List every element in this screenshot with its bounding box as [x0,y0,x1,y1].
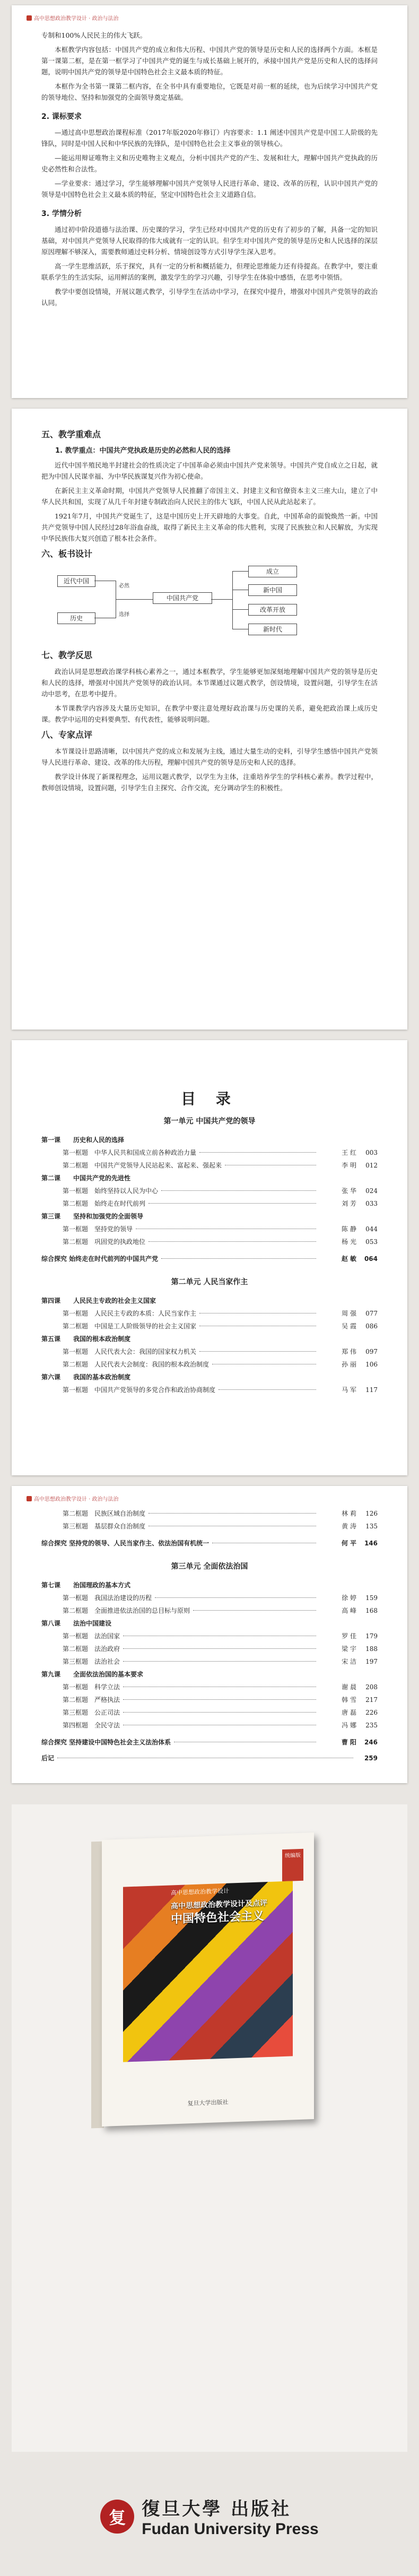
paragraph: 政治认同是思想政治课学科核心素养之一，通过本框教学，学生能够更加深刻地理解中国共产党的领导是历史和人民的选择，增强对中国共产党领导的政治认同。本节课通过议题式教学，创设情境，设置问题，引导学生在活动中思考，在思考中提升。 [41,668,378,698]
cover-series: 高中思想政治教学设计 [171,1887,229,1897]
paragraph: 本框教学内容包括：中国共产党的成立和伟大历程、中国共产党的领导是历史和人民的选择两个方面。本框是第一课第二框，是在第一框学习了中国共产党的诞生与成长基础上展开的，承接中国共产党是历史和人民的选择问题，说明中国共产党的领导是中国特色社会主义最本质的特征。 [41,46,378,76]
toc-entry[interactable]: 第一框题 人民民主专政的本质：人民当家作主 周 强 077 [63,1310,378,1317]
paragraph: 高一学生思维活跃，乐于探究，具有一定的分析和概括能力，但理论思维能力还有待提高。在教学中，要注重联系学生的生活实际，运用鲜活的案例，激发学生的学习兴趣，引导学生在体验中感悟，在思考中领悟。 [41,262,378,281]
toc-entry[interactable]: 第二框题 严格执法 韩 雪 217 [63,1696,378,1704]
paragraph: —通过高中思想政治课程标准（2017年版2020年修订）内容要求：1.1 阐述中国共产党是中国工人阶级的先锋队，同时是中国人民和中华民族的先锋队，是中国特色社会主义事业的领导核心。 [41,128,378,148]
paragraph: —学业要求：通过学习，学生能够理解中国共产党领导人民进行革命、建设、改革的历程，认识中国共产党的领导是中国特色社会主义最本质的特征，坚定中国特色社会主义道路自信。 [41,179,378,198]
section-heading: 3. 学情分析 [41,210,82,218]
toc-content [41,1051,378,1396]
page-2-content [41,425,378,797]
diagram-box: 历史 [57,612,95,624]
diagram-box: 成立 [248,566,297,577]
toc-entry[interactable]: 第一框题 中华人民共和国成立前各种政治力量 王 红 003 [63,1149,378,1156]
toc-unit-heading: 第二单元 人民当家作主 [171,1278,248,1286]
diagram-line [232,571,233,629]
diagram-box: 改革开放 [248,604,297,616]
toc-entry[interactable]: 第一框题 坚持党的领导 陈 静 044 [63,1225,378,1233]
section-heading: 五、教学重难点 [41,429,101,439]
toc-lesson[interactable]: 第八课 法治中国建设 [41,1620,112,1627]
diagram-line [116,599,153,600]
section-heading: 七、教学反思 [41,650,93,660]
toc-entry[interactable]: 第三框题 法治社会 宋 洁 197 [63,1658,378,1665]
edition-badge: 统编版 [282,1849,303,1881]
toc-entry[interactable]: 第一框题 中国共产党领导的多党合作和政治协商制度 马 军 117 [63,1386,378,1394]
diagram-label: 选择 [119,612,129,618]
toc-entry[interactable]: 第四框题 全民守法 冯 娜 235 [63,1722,378,1729]
page-toc-2 [12,1486,407,1783]
toc-lesson[interactable]: 第九课 全面依法治国的基本要求 [41,1671,144,1678]
toc-postscript[interactable]: 后记 259 [41,1754,378,1762]
paragraph: 通过初中阶段道德与法治课、历史课的学习，学生已经对中国共产党的历史有了初步的了解，具备一定的知识基础，对中国共产党领导人民取得的伟大成就有一定的认识。但学生对中国共产党的领导是历史和人民选择的深层原因理解不够深入，需要教师通过史料分析、情境创设等方式引导学生深入思考。 [41,226,378,256]
logo-mark-icon [27,1496,32,1501]
toc-lesson[interactable]: 第一课 历史和人民的选择 [41,1136,125,1144]
diagram-box: 新中国 [248,584,297,596]
paragraph: 教学设计体现了新课程理念，运用议题式教学，以学生为主体，注重培养学生的学科核心素养。教学过程中，教师创设情境，设置问题，引导学生自主探究、合作交流，充分调动学生的积极性。 [41,773,378,792]
diagram-box: 中国共产党 [153,592,212,604]
toc-lesson[interactable]: 第五课 我国的根本政治制度 [41,1335,131,1343]
publisher-name-en: Fudan University Press [142,2520,319,2538]
paragraph: 本节课设计思路清晰，以中国共产党的成立和发展为主线，通过大量生动的史料，引导学生感悟中国共产党领导人民进行革命、建设、改革的伟大历程，理解中国共产党的领导是历史和人民的选择。 [41,747,378,766]
toc-entry[interactable]: 第三框题 基层群众自治制度 黄 涛 135 [63,1523,378,1530]
diagram-box: 新时代 [248,624,297,635]
toc-entry[interactable]: 第一框题 我国法治建设的历程 徐 婷 159 [63,1594,378,1602]
paragraph: 教学中要创设情境，开展议题式教学，引导学生在活动中学习，在探究中提升，增强对中国共产党领导的政治认同。 [41,288,378,307]
board-diagram [41,565,378,644]
running-head: 高中思想政治教学设计 · 政治与法治 [27,1494,119,1502]
page-1 [12,5,407,398]
toc-lesson[interactable]: 第三课 坚持和加强党的全面领导 [41,1213,144,1220]
toc-inquiry[interactable]: 综合探究 坚持党的领导、人民当家作主、依法治国有机统一 何 平 146 [41,1540,378,1547]
toc-entry[interactable]: 第二框题 民族区域自治制度 林 莉 126 [63,1510,378,1517]
paragraph: 专制和100%人民民主的伟大飞跃。 [41,31,147,39]
toc-unit-heading: 第三单元 全面依法治国 [171,1562,248,1571]
toc-unit-heading: 第一单元 中国共产党的领导 [163,1117,256,1126]
toc-inquiry[interactable]: 综合探究 始终走在时代前列的中国共产党 赵 敏 064 [41,1255,378,1263]
logo-mark-icon [27,15,32,21]
diagram-box: 近代中国 [57,575,95,587]
toc-title: 目 录 [181,1090,238,1108]
publisher-footer [0,2494,419,2538]
toc-lesson[interactable]: 第四课 人民民主专政的社会主义国家 [41,1297,156,1304]
toc-entry[interactable]: 第二框题 始终走在时代前列 刘 芳 033 [63,1200,378,1207]
diagram-line [211,599,232,600]
paragraph: 在新民主主义革命时期，中国共产党领导人民推翻了帝国主义、封建主义和官僚资本主义三座大山，建立了中华人民共和国，实现了从几千年封建专制政治向人民民主的伟大飞跃，中国人民从此站起来了。 [41,487,378,506]
diagram-label: 必然 [119,583,129,589]
toc2-content [41,1507,378,1765]
diagram-line [232,609,248,610]
toc-entry[interactable]: 第三框题 公正司法 唐 磊 226 [63,1709,378,1716]
toc-lesson[interactable]: 第六课 我国的基本政治制度 [41,1373,131,1381]
page-1-content [41,30,378,312]
toc-entry[interactable]: 第二框题 巩固党的执政地位 杨 光 053 [63,1238,378,1246]
cover-title: 高中思想政治教学设计及点评 中国特色社会主义 [171,1899,267,1926]
section-heading: 八、专家点评 [41,730,93,740]
page-2 [12,409,407,1030]
paragraph: 本框作为全书第一课第二框内容，在全书中具有重要地位，它既是对前一框的延续，也为后续学习中国共产党的领导地位、坚持和加强党的全面领导奠定基础。 [41,82,378,101]
publisher-name-cn: 復旦大學 出版社 [142,2499,292,2520]
paragraph: 近代中国半殖民地半封建社会的性质决定了中国革命必须由中国共产党来领导。中国共产党自成立之日起，就把为中国人民谋幸福、为中华民族谋复兴作为初心使命。 [41,461,378,480]
toc-lesson[interactable]: 第二课 中国共产党的先进性 [41,1174,131,1182]
toc-entry[interactable]: 第二框题 中国是工人阶级领导的社会主义国家 吴 霞 086 [63,1322,378,1330]
book-cover [102,1832,314,2127]
cover-publisher: 复旦大学出版社 [187,2098,229,2107]
cover-photo [12,1804,407,2452]
toc-entry[interactable]: 第二框题 人民代表大会制度：我国的根本政治制度 孙 丽 106 [63,1361,378,1368]
fudan-logo-icon: 复 [100,2500,134,2534]
paragraph: 本节课教学内容涉及大量历史知识，在教学中要注意处理好政治课与历史课的关系，避免把政治课上成历史课。教学中运用的史料要典型、有代表性，能够说明问题。 [41,704,378,723]
toc-entry[interactable]: 第一框题 法治国家 罗 佳 179 [63,1632,378,1640]
sub-heading: 1. 教学重点：中国共产党执政是历史的必然和人民的选择 [55,447,231,455]
paragraph: 1921年7月，中国共产党诞生了，这是中国历史上开天辟地的大事变。自此，中国革命的面貌焕然一新。中国共产党领导中国人民经过28年浴血奋战，取得了新民主主义革命的伟大胜利，实现了民族独立和人民解放，为实现中华民族伟大复兴创造了根本社会条件。 [41,512,378,542]
toc-entry[interactable]: 第一框题 人民代表大会：我国的国家权力机关 郑 伟 097 [63,1348,378,1355]
toc-inquiry[interactable]: 综合探究 坚持建设中国特色社会主义法治体系 曹 阳 246 [41,1739,378,1746]
running-head: 高中思想政治教学设计 · 政治与法治 [27,14,119,22]
toc-lesson[interactable]: 第七课 治国理政的基本方式 [41,1581,131,1589]
toc-entry[interactable]: 第二框题 全面推进依法治国的总目标与原则 高 峰 168 [63,1607,378,1614]
section-heading: 2. 课标要求 [41,113,82,121]
toc-entry[interactable]: 第二框题 法治政府 梁 宇 188 [63,1645,378,1653]
toc-entry[interactable]: 第二框题 中国共产党领导人民站起来、富起来、强起来 李 明 012 [63,1162,378,1169]
paragraph: —能运用辩证唯物主义和历史唯物主义观点，分析中国共产党的产生、发展和壮大，理解中国共产党执政的历史必然性和合法性。 [41,154,378,173]
toc-entry[interactable]: 第一框题 科学立法 谢 晨 208 [63,1683,378,1691]
page-toc [12,1040,407,1475]
section-heading: 六、板书设计 [41,549,93,559]
toc-entry[interactable]: 第一框题 始终坚持以人民为中心 张 华 024 [63,1187,378,1195]
diagram-line [232,571,248,572]
